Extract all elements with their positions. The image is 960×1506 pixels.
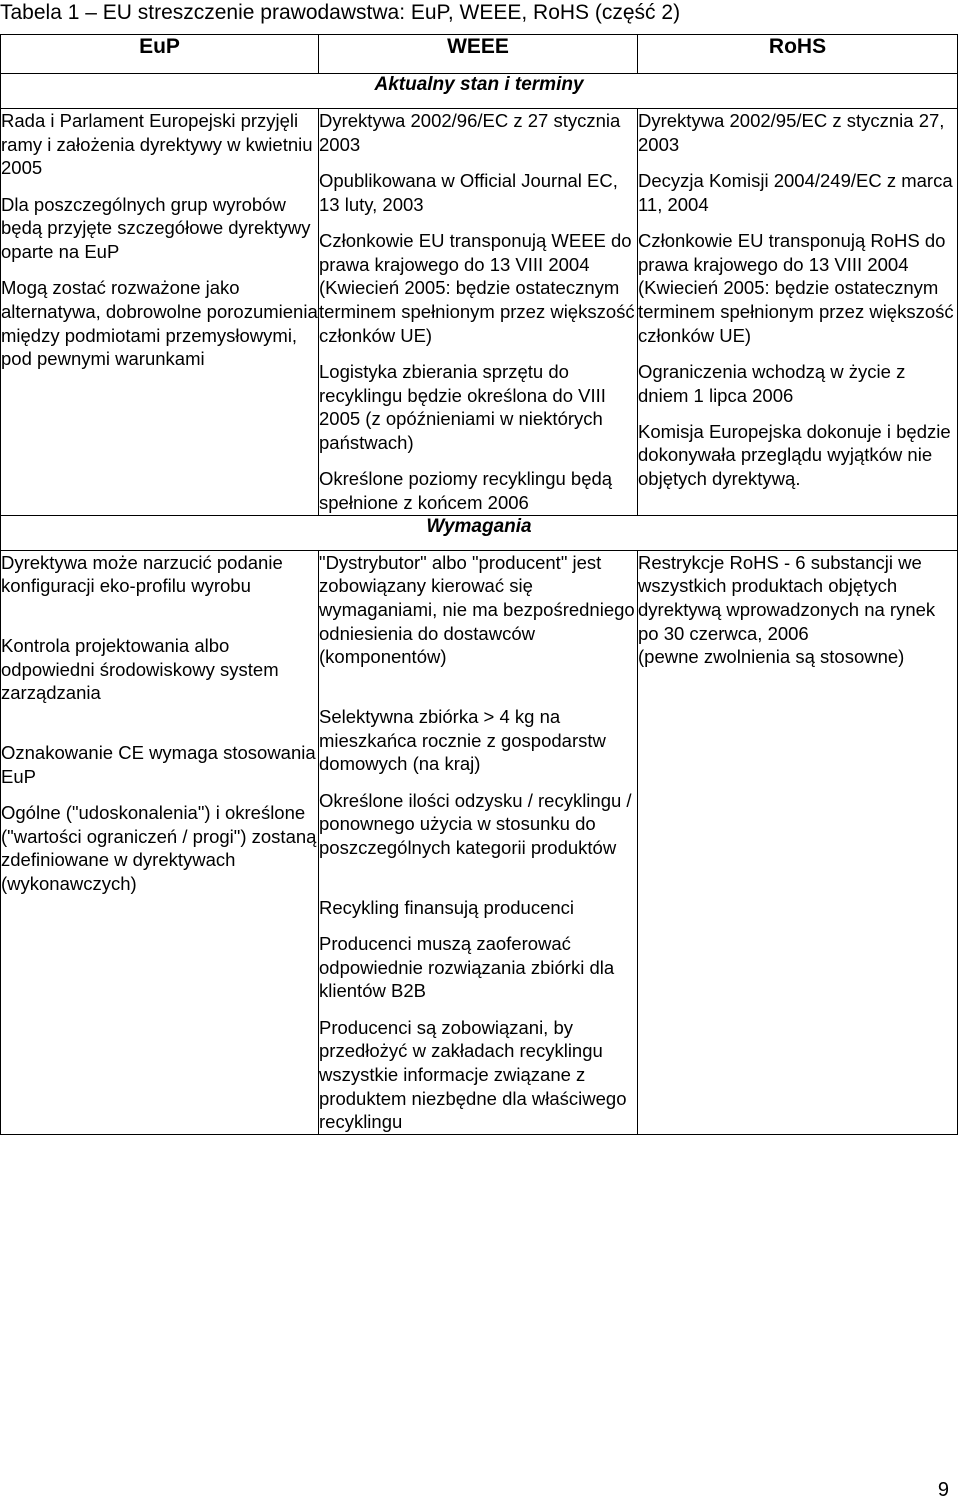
requirements-weee-item: Recykling finansują producenci <box>319 896 575 918</box>
status-rohs-item: Dyrektywa 2002/95/EC z stycznia 27, 2003 <box>638 110 945 155</box>
status-eup-cell <box>1 109 319 516</box>
requirements-rohs-cell <box>638 550 958 1135</box>
column-header-eup: EuP <box>1 35 319 74</box>
section-title-status: Aktualny stan i terminy <box>1 74 958 109</box>
status-rohs-item: Ograniczenia wchodzą w życie z dniem 1 lipca 2006 <box>638 360 906 406</box>
requirements-eup-item: Kontrola projektowania albo odpowiedni środowiskowy system zarządzania <box>1 634 279 704</box>
status-eup-item: Dla poszczególnych grup wyrobów będą przyjęte szczegółowe dyrektywy oparte na EuP <box>1 193 311 263</box>
status-weee-item: Określone poziomy recyklingu będą spełnione z końcem 2006 <box>319 468 613 513</box>
requirements-eup-item: Dyrektywa może narzucić podanie konfiguracji eko-profilu wyrobu <box>1 551 283 597</box>
requirements-eup-cell <box>1 550 319 1135</box>
requirements-weee-item: Producenci muszą zaoferować odpowiednie rozwiązania zbiórki dla klientów B2B <box>319 932 615 1002</box>
requirements-weee-cell <box>319 550 638 1135</box>
status-weee-item: Logistyka zbierania sprzętu do recyklingu będzie określona do VIII 2005 (z opóźnieniami w niektórych państwach) <box>319 360 606 453</box>
column-header-row <box>1 35 958 74</box>
requirements-weee-item: "Dystrybutor" albo "producent" jest zobowiązany kierować się wymaganiami, nie ma bezpośredniego odniesienia do dostawców (komponentów) <box>319 551 635 668</box>
column-header-rohs: RoHS <box>638 35 958 74</box>
section-row-requirements <box>1 550 958 1135</box>
requirements-weee-item: Określone ilości odzysku / recyklingu / ponownego użycia w stosunku do poszczególnych kategorii produktów <box>319 789 632 859</box>
column-header-weee: WEEE <box>319 35 638 74</box>
status-rohs-cell <box>638 109 958 516</box>
section-header-row <box>1 515 958 550</box>
requirements-eup-item: Oznakowanie CE wymaga stosowania EuP <box>1 742 316 787</box>
page-number: 9 <box>937 1479 949 1501</box>
status-eup-item: Rada i Parlament Europejski przyjęli ramy i założenia dyrektywy w kwietniu 2005 <box>1 110 313 179</box>
status-rohs-item: Członkowie EU transponują RoHS do prawa krajowego do 13 VIII 2004 (Kwiecień 2005: będzie ostatecznym terminem spełnionym przez większość członków UE) <box>638 229 954 346</box>
requirements-weee-item: Selektywna zbiórka > 4 kg na mieszkańca rocznie z gospodarstw domowych (na kraj) <box>319 706 606 775</box>
status-weee-item: Opublikowana w Official Journal EC, 13 luty, 2003 <box>319 169 618 215</box>
requirements-rohs-item: Restrykcje RoHS - 6 substancji we wszystkich produktach objętych dyrektywą wprowadzonych na rynek po 30 czerwca, 2006 <box>638 551 936 644</box>
legislation-table <box>0 34 958 1135</box>
status-rohs-item: Komisja Europejska dokonuje i będzie dokonywała przeglądu wyjątków nie objętych dyrektywą. <box>638 420 951 490</box>
section-header-row <box>1 74 958 109</box>
requirements-weee-item: Producenci są zobowiązani, by przedłożyć w zakładach recyklingu wszystkie informacje związane z produktem niezbędne dla właściwego recyklingu <box>319 1016 627 1133</box>
requirements-eup-item: Ogólne ("udoskonalenia") i określone ("wartości ograniczeń / progi") zostaną zdefiniowane w dyrektywach (wykonawczych) <box>1 801 317 895</box>
status-weee-cell <box>319 109 638 516</box>
status-weee-item: Członkowie EU transponują WEEE do prawa krajowego do 13 VIII 2004 (Kwiecień 2005: będzie ostatecznym terminem spełnionym przez większość członków UE) <box>319 229 635 346</box>
section-row-status <box>1 109 958 516</box>
status-rohs-item: Decyzja Komisji 2004/249/EC z marca 11, 2004 <box>638 169 953 215</box>
section-title-requirements: Wymagania <box>1 515 958 550</box>
requirements-rohs-item: (pewne zwolnienia są stosowne) <box>638 646 905 668</box>
status-weee-item: Dyrektywa 2002/96/EC z 27 stycznia 2003 <box>319 110 621 155</box>
status-eup-item: Mogą zostać rozważone jako alternatywa, dobrowolne porozumienia między podmiotami przemysłowymi, pod pewnymi warunkami <box>1 277 318 370</box>
table-caption: Tabela 1 – EU streszczenie prawodawstwa: EuP, WEEE, RoHS (część 2) <box>0 1 681 24</box>
